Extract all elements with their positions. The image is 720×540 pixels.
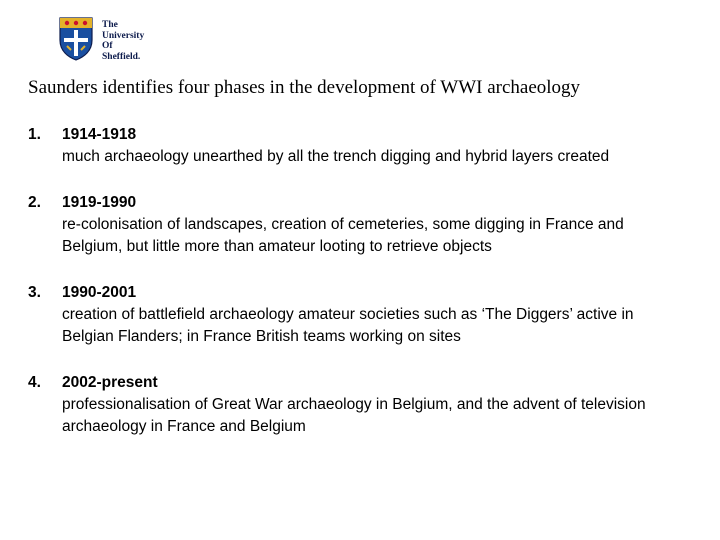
wordmark-line: University bbox=[102, 30, 145, 41]
wordmark-line: Sheffield. bbox=[102, 51, 141, 62]
phase-number: 3. bbox=[28, 284, 41, 301]
page-heading: Saunders identifies four phases in the development of WWI archaeology bbox=[28, 77, 581, 98]
phase-years: 1914-1918 bbox=[62, 126, 137, 143]
phase-number: 4. bbox=[28, 374, 41, 391]
phase-description: creation of battlefield archaeology amateur societies such as ‘The Diggers’ active in Belgian Flanders; in France British teams working on sites bbox=[62, 306, 634, 345]
phase-description: professionalisation of Great War archaeology in Belgium, and the advent of television archaeology in France and Belgium bbox=[62, 396, 646, 435]
phase-list bbox=[28, 124, 708, 462]
phase-item bbox=[28, 282, 708, 348]
phase-description: re-colonisation of landscapes, creation of cemeteries, some digging in France and Belgium, but little more than amateur looting to retrieve objects bbox=[62, 216, 624, 255]
university-crest-icon bbox=[58, 16, 94, 62]
phase-description: much archaeology unearthed by all the trench digging and hybrid layers created bbox=[62, 148, 610, 165]
phase-item bbox=[28, 192, 708, 258]
phase-years: 1990-2001 bbox=[62, 284, 137, 301]
wordmark-line: The bbox=[102, 20, 118, 30]
university-wordmark bbox=[102, 20, 144, 62]
phase-item bbox=[28, 372, 708, 438]
university-logo bbox=[58, 16, 158, 66]
phase-number: 2. bbox=[28, 194, 41, 211]
phase-years: 1919-1990 bbox=[62, 194, 137, 211]
phase-years: 2002-present bbox=[62, 374, 158, 391]
phase-number: 1. bbox=[28, 126, 41, 143]
wordmark-line: Of bbox=[102, 41, 113, 51]
phase-item bbox=[28, 124, 708, 168]
